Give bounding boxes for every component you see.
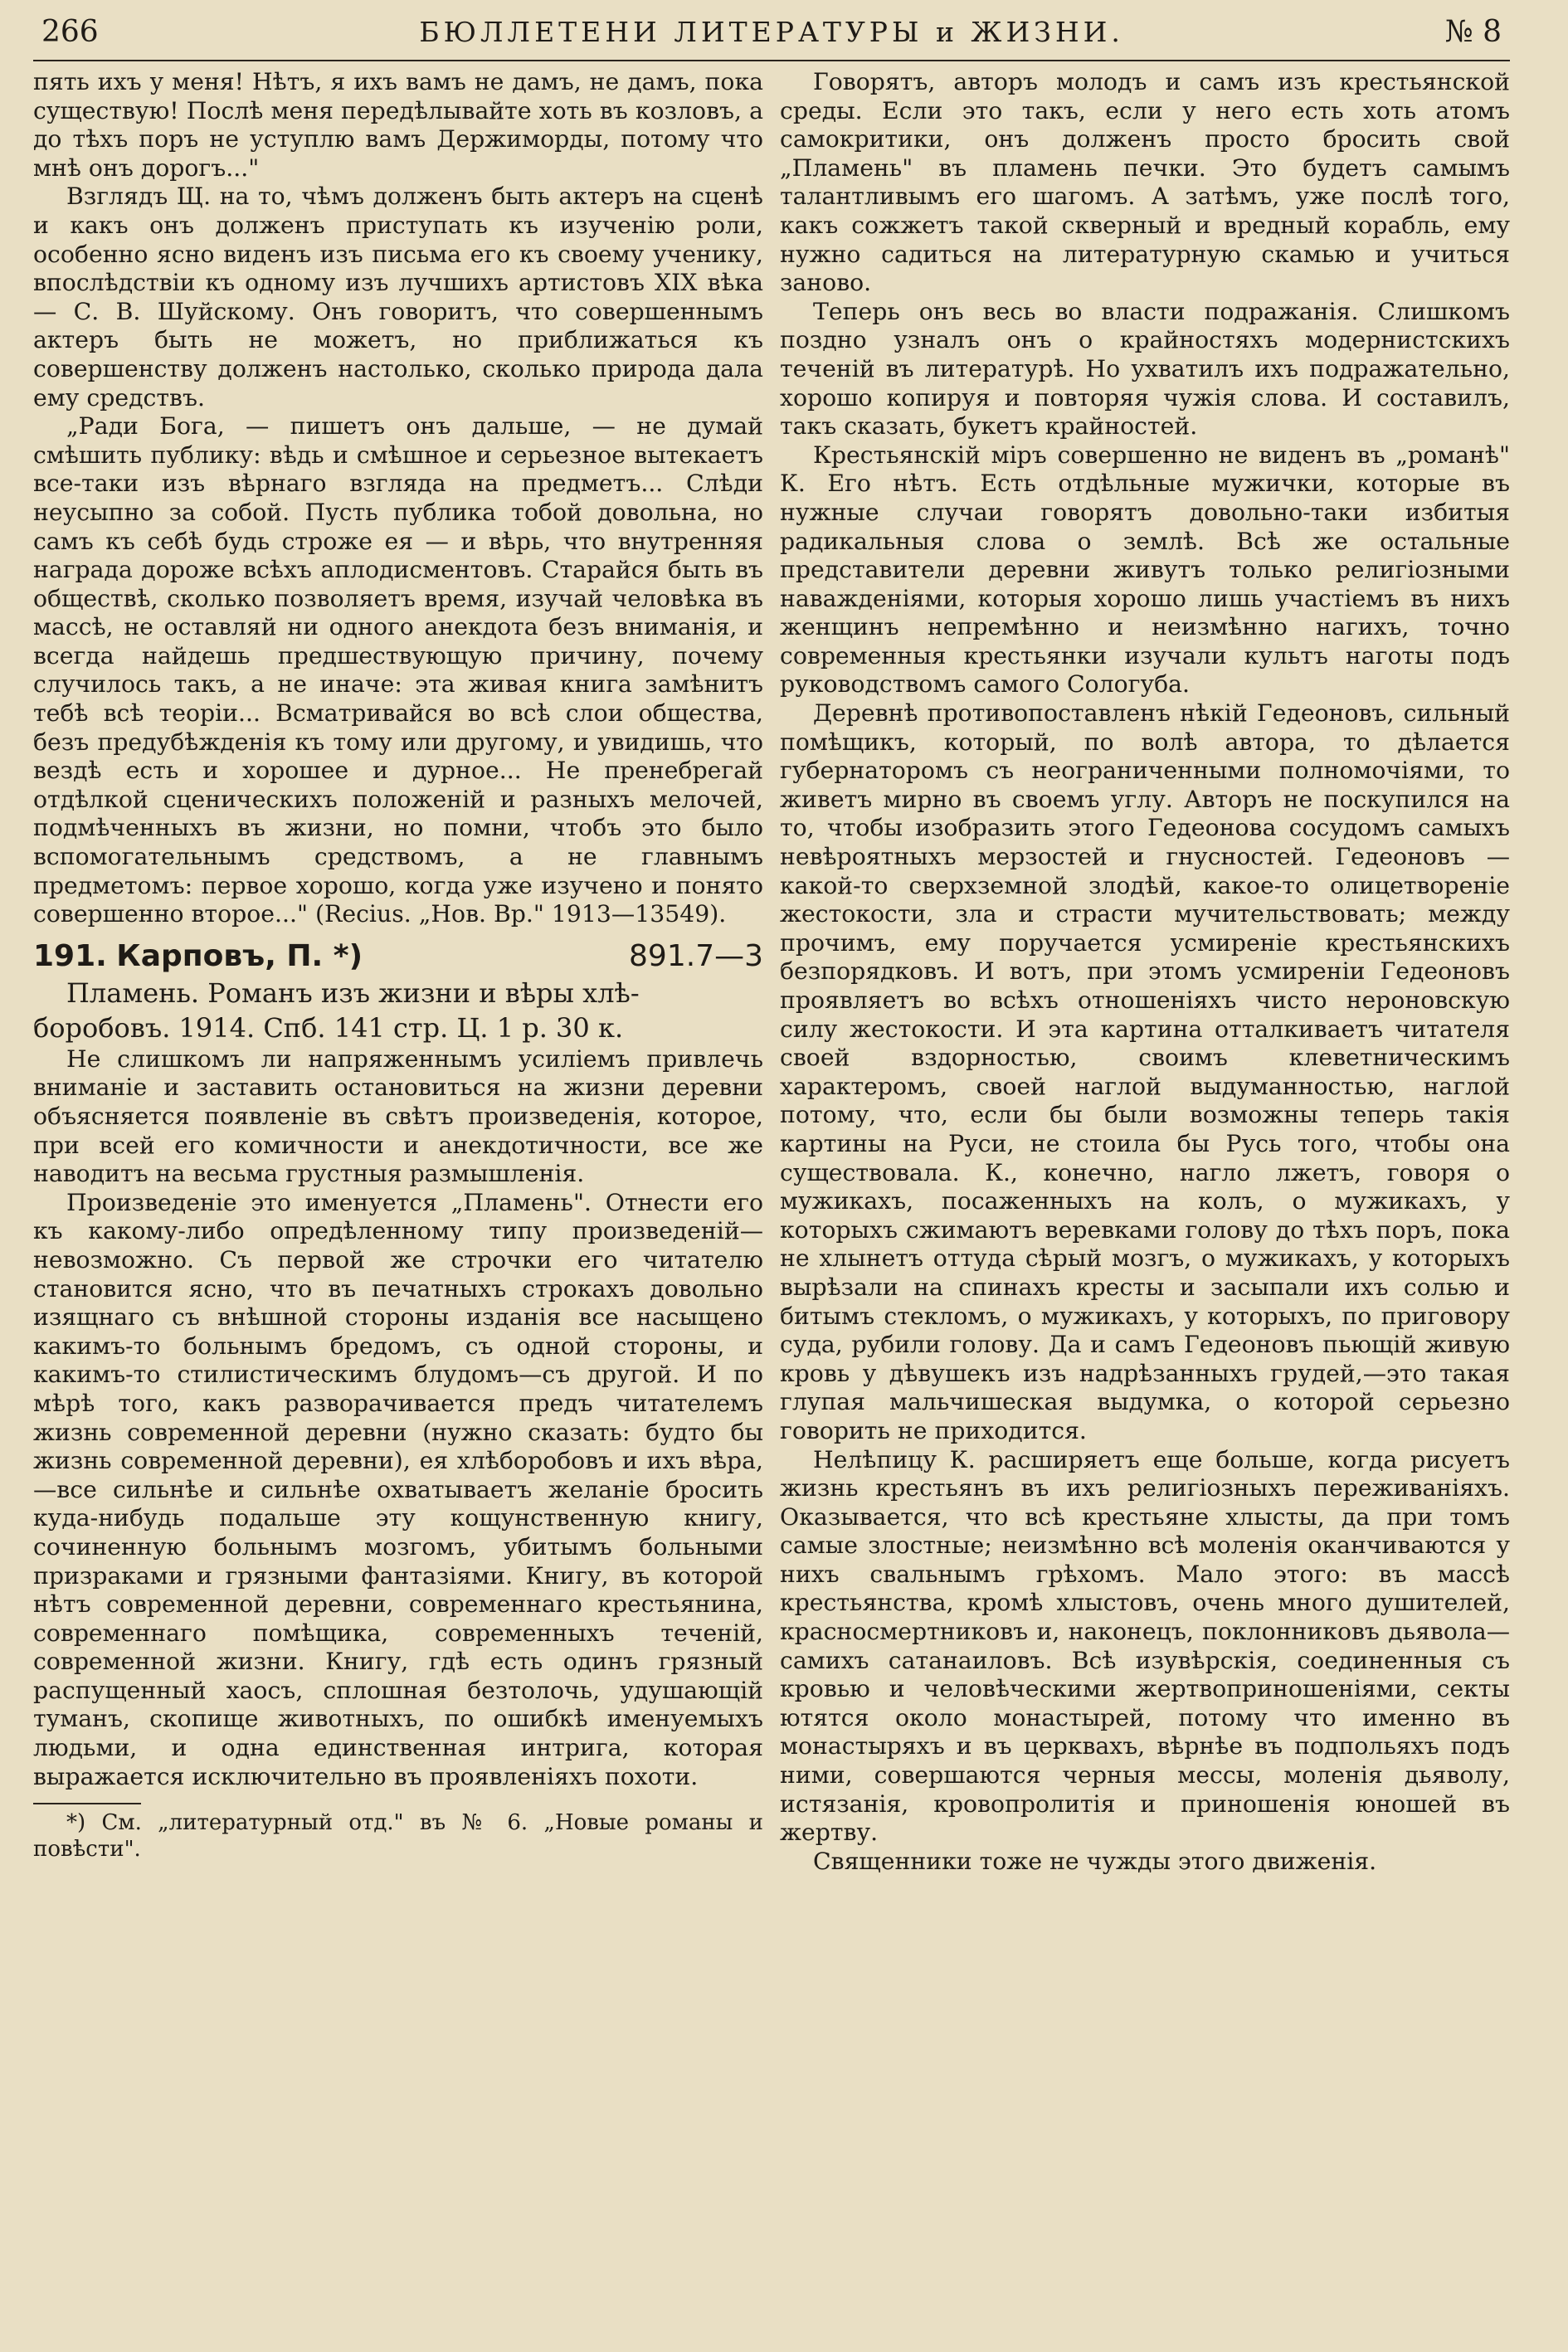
right-column bbox=[780, 68, 1510, 1876]
paragraph: Говорятъ, авторъ молодъ и самъ изъ крестьянской среды. Если это такъ, если у него есть хоть атомъ самокритики, онъ долженъ просто бросить свой „Пламень" въ пламень печки. Это будетъ самымъ талантливымъ его шагомъ. А затѣмъ, уже послѣ того, какъ сожжетъ такой скверный и вредный корабль, ему нужно садиться на литературную скамью и учиться заново. bbox=[780, 68, 1510, 297]
issue-number: № 8 bbox=[1444, 15, 1502, 49]
paragraph: Произведеніе это именуется „Пламень". Отнести его къ какому-либо опредѣленному типу произведеній—невозможно. Съ первой же строчки его читателю становится ясно, что въ печатныхъ строкахъ довольно изящнаго съ внѣшной стороны изданія все насыщено какимъ-то больнымъ бредомъ, съ одной стороны, и какимъ-то стилистическимъ блудомъ—съ другой. И по мѣрѣ того, какъ разворачивается предъ читателемъ жизнь современной деревни (нужно сказать: будто бы жизнь современной деревни), ея хлѣборобовъ и ихъ вѣра,—все сильнѣе и сильнѣе охватываетъ желаніе бросить куда-нибудь подальше эту кощунственную книгу, сочиненную больнымъ мозгомъ, убитымъ больными призраками и грязными фантазіями. Книгу, въ которой нѣтъ современной деревни, современнаго крестьянина, современнаго помѣщика, современныхъ теченій, современной жизни. Книгу, гдѣ есть одинъ грязный распущенный хаосъ, сплошная безтолочь, удушающій туманъ, скопище животныхъ, по ошибкѣ именуемыхъ людьми, и одна единственная интрига, которая выражается исключительно въ проявленіяхъ похоти. bbox=[33, 1188, 763, 1790]
paragraph: Священники тоже не чужды этого движенія. bbox=[813, 1847, 1377, 1875]
paragraph: Взглядъ Щ. на то, чѣмъ долженъ быть актеръ на сценѣ и какъ онъ долженъ приступать къ изученію роли, особенно ясно виденъ изъ письма его къ своему ученику, впослѣдствіи къ одному изъ лучшихъ артистовъ XIX вѣка — С. В. Шуйскому. Онъ говоритъ, что совершеннымъ актеръ быть не можетъ, но приближаться къ совершенству долженъ настолько, сколько природа дала ему средствъ. bbox=[33, 183, 763, 411]
text-columns bbox=[33, 68, 1510, 1876]
entry-number: 191. bbox=[33, 938, 107, 973]
footnote-text: *) См. „литературный отд." въ № 6. „Новые романы и повѣсти". bbox=[33, 1810, 763, 1863]
entry-classification-code: 891.7—3 bbox=[629, 938, 763, 973]
paragraph: Нелѣпицу К. расширяетъ еще больше, когда рисуетъ жизнь крестьянъ въ ихъ религіозныхъ переживаніяхъ. Оказывается, что всѣ крестьяне хлысты, да при томъ самые злостные; неизмѣнно всѣ моленія оканчиваются у нихъ свальнымъ грѣхомъ. Мало этого: въ массѣ крестьянства, кромѣ хлыстовъ, очень много душителей, красносмертниковъ и, наконецъ, поклонниковъ дьявола—самихъ сатанаиловъ. Всѣ изувѣрскія, соединенныя съ кровью и человѣческими жертвоприношеніями, секты ютятся около монастырей, потому что именно въ монастыряхъ и въ церквахъ, вѣрнѣе въ подпольяхъ подъ ними, совершаются черныя мессы, моленія дьяволу, истязанія, кровопролитія и приношенія юношей въ жертву. bbox=[780, 1445, 1510, 1847]
entry-title bbox=[33, 976, 763, 1045]
paragraph: Крестьянскій міръ совершенно не виденъ въ „романѣ" К. Его нѣтъ. Есть отдѣльные мужички, которые въ нужные случаи говорятъ довольно-таки избитыя радикальныя слова о землѣ. Всѣ же остальные представители деревни живутъ только религіозными наважденіями, которыя хорошо лишь участіемъ въ нихъ женщинъ непремѣнно и неизмѣнно нагихъ, точно современныя крестьянки изучали культъ наготы подъ руководствомъ самого Сологуба. bbox=[780, 441, 1510, 699]
paragraph: Не слишкомъ ли напряженнымъ усиліемъ привлечь вниманіе и заставить остановиться на жизни деревни объясняется появленіе въ свѣтъ произведенія, которое, при всей его комичности и анекдотичности, все же наводитъ на весьма грустныя размышленія. bbox=[33, 1045, 763, 1188]
entry-title-line-1: Пламень. Романъ изъ жизни и вѣры хлѣ- bbox=[66, 976, 640, 1009]
left-column bbox=[33, 68, 763, 1876]
page-header bbox=[33, 15, 1510, 61]
entry-title-line-2: боробовъ. 1914. Спб. 141 стр. Ц. 1 р. 30 к. bbox=[33, 1011, 624, 1044]
entry-author: Карповъ, П. *) bbox=[116, 938, 363, 973]
paragraph: пять ихъ у меня! Нѣтъ, я ихъ вамъ не дамъ, не дамъ, пока существую! Послѣ меня передѣлывайте хоть въ козловъ, а до тѣхъ поръ не уступлю вамъ Держиморды, потому что мнѣ онъ дорогъ..." bbox=[33, 68, 763, 182]
paragraph: Теперь онъ весь во власти подражанія. Слишкомъ поздно узналъ онъ о крайностяхъ модернистскихъ теченій въ литературѣ. Но ухватилъ ихъ подражательно, хорошо копируя и повторяя чужія слова. И составилъ, такъ сказать, букетъ крайностей. bbox=[780, 297, 1510, 441]
page-number: 266 bbox=[41, 15, 99, 49]
footnote-divider bbox=[33, 1803, 141, 1804]
paragraph: „Ради Бога, — пишетъ онъ дальше, — не думай смѣшить публику: вѣдь и смѣшное и серьезное вытекаетъ все-таки изъ вѣрнаго взгляда на предметъ... Слѣди неусыпно за собой. Пусть публика тобой довольна, но самъ къ себѣ будь строже ея — и вѣрь, что внутренняя награда дороже всѣхъ аплодисментовъ. Старайся быть въ обществѣ, сколько позволяетъ время, изучай человѣка въ массѣ, не оставляй ни одного анекдота безъ вниманія, и всегда найдешь предшествующую причину, почему случилось такъ, а не иначе: эта живая книга замѣнитъ тебѣ всѣ теоріи... Всматривайся во всѣ слои общества, безъ предубѣжденія къ тому или другому, и увидишь, что вездѣ есть и хорошее и дурное... Не пренебрегай отдѣлкой сценическихъ положеній и разныхъ мелочей, подмѣченныхъ въ жизни, но помни, чтобъ это было вспомогательнымъ средствомъ, а не главнымъ предметомъ: первое хорошо, когда уже изучено и понято совершенно второе..." (Recius. „Нов. Вр." 1913—13549). bbox=[33, 412, 763, 928]
journal-title: БЮЛЛЕТЕНИ ЛИТЕРАТУРЫ и ЖИЗНИ. bbox=[419, 16, 1124, 48]
bibliography-entry-header bbox=[33, 937, 763, 976]
footnote bbox=[33, 1809, 763, 1863]
paragraph: Деревнѣ противопоставленъ нѣкій Гедеоновъ, сильный помѣщикъ, который, по волѣ автора, то дѣлается губернаторомъ съ неограниченными полномочіями, то живетъ мирно въ своемъ углу. Авторъ не поскупился на то, чтобы изобразить этого Гедеонова сосудомъ самыхъ невѣроятныхъ мерзостей и гнусностей. Гедеоновъ —какой-то сверхземной злодѣй, какое-то олицетвореніе жестокости, зла и страсти мучительствовать; между прочимъ, ему поручается усмиреніе крестьянскихъ безпорядковъ. И вотъ, при этомъ усмиреніи Гедеоновъ проявляетъ во всѣхъ отношеніяхъ чисто нероновскую силу жестокости. И эта картина отталкиваетъ читателя своей вздорностью, своимъ клеветническимъ характеромъ, своей наглой выдуманностью, наглой потому, что, если бы были возможны теперь такія картины на Руси, не стоила бы Русь того, чтобы она существовала. К., конечно, нагло лжетъ, говоря о мужикахъ, посаженныхъ на колъ, о мужикахъ, у которыхъ сжимаютъ веревками голову до тѣхъ поръ, пока не хлынетъ оттуда сѣрый мозгъ, о мужикахъ, у которыхъ вырѣзали на спинахъ кресты и засыпали ихъ солью и битымъ стекломъ, о мужикахъ, у которыхъ, по приговору суда, рубили голову. Да и самъ Гедеоновъ пьющій живую кровь у дѣвушекъ изъ надрѣзанныхъ грудей,—это такая глупая мальчишеская выдумка, о которой серьезно говорить не приходится. bbox=[780, 699, 1510, 1444]
entry-author-line bbox=[33, 937, 363, 976]
